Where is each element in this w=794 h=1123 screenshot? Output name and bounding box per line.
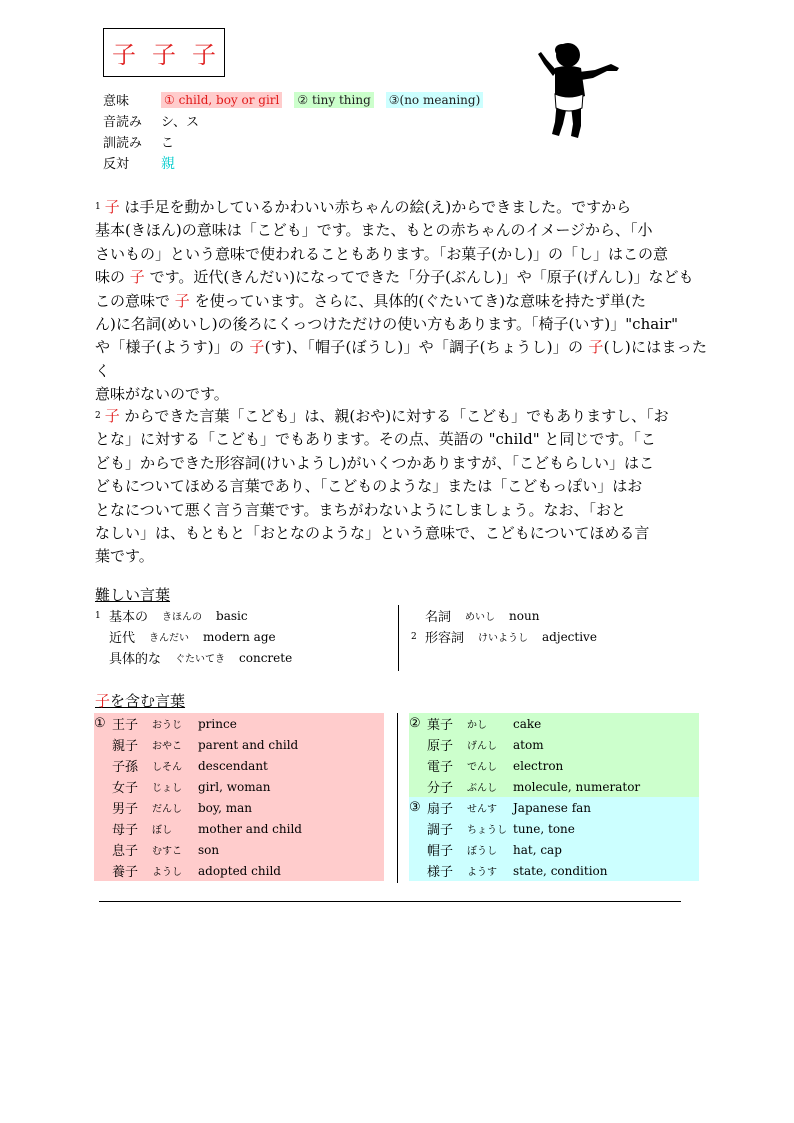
- word-reading: ぶんし: [467, 783, 497, 794]
- word-english: cake: [513, 716, 542, 731]
- word-row: [409, 818, 699, 839]
- vocab-word: 形容詞: [425, 631, 465, 646]
- word-reading: だんし: [152, 804, 182, 815]
- kunyomi-row: [103, 131, 495, 152]
- meaning-label: 意味: [103, 94, 130, 109]
- opposite-label: 反対: [103, 157, 130, 172]
- vocab-num: 2: [411, 631, 417, 642]
- bottom-rule: [99, 901, 681, 902]
- word-reading: せんす: [467, 804, 497, 815]
- word-english: adopted child: [198, 863, 281, 878]
- vocab-word: 名詞: [425, 610, 452, 625]
- word-reading: ぼうし: [467, 846, 497, 857]
- para2-line-4: どもについてほめる言葉であり、「こどものような」または「こどもっぽい」はお: [95, 477, 643, 496]
- para1-kanji-inline-1: 子: [129, 268, 145, 287]
- meaning-3: ③(no meaning): [386, 92, 484, 108]
- vocab-row: [411, 605, 597, 626]
- para1-line-6: ん)に名詞(めいし)の後ろにくっつけただけの使い方もあります。「椅子(いす)」"chair": [95, 315, 679, 334]
- vocab-reading: けいようし: [478, 633, 529, 644]
- para2-kanji: 子: [104, 407, 120, 425]
- difficult-left-column: [95, 605, 292, 668]
- vocab-row: [411, 626, 597, 647]
- para1-text-7a: や「様子(ようす)」の: [95, 338, 245, 357]
- word-row: [94, 797, 384, 818]
- para1-text-4b: です。近代(きんだい)になってできた「分子(ぶんし)」や「原子(げんし)」なども: [149, 268, 694, 287]
- word-mark: ①: [94, 716, 106, 731]
- paragraph-2: [95, 405, 707, 569]
- word-row: [94, 860, 384, 881]
- word-english: mother and child: [198, 821, 302, 836]
- word-row: [409, 860, 699, 881]
- word-kanji: 王子: [112, 718, 139, 733]
- word-row: [409, 734, 699, 755]
- para2-line-5: となについて悪く言う言葉です。まちがわないようにしましょう。なお、「おと: [95, 500, 627, 519]
- word-english: son: [198, 842, 220, 857]
- words-with-kanji-heading: [95, 690, 185, 711]
- word-english: boy, man: [198, 800, 252, 815]
- paragraph-1: [95, 196, 707, 407]
- title-kanji-2: 子: [152, 41, 176, 69]
- word-reading: むすこ: [152, 846, 182, 857]
- word-kanji: 調子: [427, 823, 454, 838]
- para2-line-2: とな」に対する「こども」でもあります。その点、英語の "child" と同じです。「こ: [95, 430, 656, 449]
- difficult-right-column: [411, 605, 597, 647]
- meaning-2: ② tiny thing: [294, 92, 373, 108]
- para1-text-7c: (し)にはまったく: [95, 338, 707, 380]
- para1-line-7: [95, 336, 707, 383]
- word-english: state, condition: [513, 863, 608, 878]
- para1-kanji-inline-4: 子: [588, 338, 604, 357]
- word-reading: ちょうし: [467, 825, 507, 836]
- word-row: [409, 797, 699, 818]
- word-kanji: 女子: [112, 781, 139, 796]
- para1-kanji: 子: [104, 198, 120, 216]
- kanji-info: [103, 89, 495, 173]
- word-reading: ようし: [152, 867, 182, 878]
- onyomi-value: シ、ス: [161, 115, 199, 130]
- word-reading: じょし: [152, 783, 182, 794]
- words-green-block: [409, 713, 699, 797]
- vocab-reading: きほんの: [162, 612, 203, 623]
- vocab-english: basic: [216, 608, 248, 623]
- opposite-row: [103, 152, 495, 173]
- word-english: girl, woman: [198, 779, 271, 794]
- word-reading: でんし: [467, 762, 497, 773]
- words-heading-text: を含む言葉: [110, 692, 186, 710]
- para1-text-7b: (す)、「帽子(ぼうし)」や「調子(ちょうし)」の: [264, 338, 584, 357]
- para1-text-4a: 味の: [95, 268, 126, 287]
- para1-kanji-inline-3: 子: [249, 338, 265, 357]
- word-english: parent and child: [198, 737, 299, 752]
- onyomi-row: [103, 110, 495, 131]
- word-row: [409, 776, 699, 797]
- para1-number: 1: [95, 202, 101, 212]
- word-row: [409, 713, 699, 734]
- word-kanji: 養子: [112, 865, 139, 880]
- para1-text-1: は手足を動かしているかわいい赤ちゃんの絵(え)からできました。ですから: [124, 198, 632, 216]
- vocab-english: adjective: [542, 629, 597, 644]
- vocab-english: modern age: [203, 629, 276, 644]
- word-reading: ようす: [467, 867, 497, 878]
- vocab-english: concrete: [239, 650, 293, 665]
- word-kanji: 子孫: [112, 760, 139, 775]
- opposite-value: 親: [161, 155, 175, 172]
- word-kanji: 菓子: [427, 718, 454, 733]
- word-kanji: 分子: [427, 781, 454, 796]
- vocab-word: 基本の: [109, 610, 149, 625]
- vocab-english: noun: [509, 608, 540, 623]
- para2-line-3: ども」からできた形容詞(けいようし)がいくつかありますが、「こどもらしい」はこ: [95, 453, 655, 472]
- words-column-divider: [397, 713, 398, 883]
- kanji-title-box: [103, 28, 225, 77]
- word-kanji: 息子: [112, 844, 139, 859]
- para1-text-5a: この意味で: [95, 291, 171, 310]
- word-english: tune, tone: [513, 821, 575, 836]
- difficult-words-table: [95, 605, 715, 671]
- para2-number: 2: [95, 411, 101, 421]
- vocab-reading: めいし: [465, 612, 496, 623]
- para1-kanji-inline-2: 子: [174, 291, 190, 310]
- vocab-word: 具体的な: [109, 652, 162, 667]
- para2-text-1: からできた言葉「こども」は、親(おや)に対する「こども」でもありますし、「お: [124, 407, 669, 425]
- word-english: Japanese fan: [513, 800, 592, 815]
- para1-line-5: [95, 290, 707, 313]
- word-english: molecule, numerator: [513, 779, 641, 794]
- word-english: electron: [513, 758, 564, 773]
- para1-line-3: さいもの」という意味で使われることもあります。「お菓子(かし)」の「し」はこの意: [95, 244, 669, 263]
- vocab-row: [95, 605, 292, 626]
- word-reading: ぼし: [152, 825, 172, 836]
- onyomi-label: 音読み: [103, 115, 143, 130]
- meaning-1: ① child, boy or girl: [161, 92, 282, 108]
- word-kanji: 扇子: [427, 802, 454, 817]
- word-mark: ②: [409, 716, 421, 731]
- vocab-word: 近代: [109, 631, 136, 646]
- word-english: prince: [198, 716, 237, 731]
- words-cyan-block: [409, 797, 699, 881]
- word-english: descendant: [198, 758, 268, 773]
- word-row: [94, 755, 384, 776]
- para1-text-5b: を使っています。さらに、具体的(ぐたいてき)な意味を持たず単(た: [194, 291, 646, 310]
- word-row: [409, 755, 699, 776]
- word-reading: しそん: [152, 762, 182, 773]
- para1-line-8: 意味がないのです。: [95, 385, 229, 404]
- vocab-row: [95, 626, 292, 647]
- word-reading: かし: [467, 720, 487, 731]
- word-mark: ③: [409, 800, 421, 815]
- word-kanji: 原子: [427, 739, 454, 754]
- word-row: [94, 818, 384, 839]
- title-kanji-3: 子: [192, 41, 216, 69]
- para2-line-7: 葉です。: [95, 547, 154, 566]
- para2-line-6: なしい」は、もともと「おとなのような」という意味で、こどもについてほめる言: [95, 524, 650, 543]
- word-row: [94, 713, 384, 734]
- words-heading-kanji: 子: [95, 692, 111, 710]
- word-row: [94, 839, 384, 860]
- vocab-num: 1: [95, 610, 101, 621]
- word-kanji: 親子: [112, 739, 139, 754]
- word-row: [94, 776, 384, 797]
- word-reading: おうじ: [152, 720, 182, 731]
- para1-line-1: [95, 196, 707, 219]
- para1-line-2: 基本(きほん)の意味は「こども」です。また、もとの赤ちゃんのイメージから、「小: [95, 221, 653, 240]
- word-reading: おやこ: [152, 741, 182, 752]
- para1-line-4: [95, 266, 707, 289]
- word-reading: げんし: [467, 741, 497, 752]
- word-row: [94, 734, 384, 755]
- word-english: hat, cap: [513, 842, 562, 857]
- difficult-words-heading: 難しい言葉: [95, 586, 171, 604]
- column-divider: [398, 605, 399, 671]
- kunyomi-label: 訓読み: [103, 136, 143, 151]
- word-kanji: 男子: [112, 802, 139, 817]
- vocab-reading: きんだい: [149, 633, 190, 644]
- kunyomi-value: こ: [161, 136, 175, 151]
- word-kanji: 母子: [112, 823, 139, 838]
- word-kanji: 帽子: [427, 844, 454, 859]
- words-left-block: [94, 713, 384, 881]
- title-kanji-1: 子: [112, 41, 136, 69]
- para2-line-1: [95, 405, 707, 428]
- meaning-row: [103, 89, 495, 110]
- word-kanji: 電子: [427, 760, 454, 775]
- word-english: atom: [513, 737, 544, 752]
- word-row: [409, 839, 699, 860]
- vocab-row: [95, 647, 292, 668]
- word-kanji: 様子: [427, 865, 454, 880]
- vocab-reading: ぐたいてき: [175, 654, 226, 665]
- baby-silhouette-icon: [535, 38, 623, 144]
